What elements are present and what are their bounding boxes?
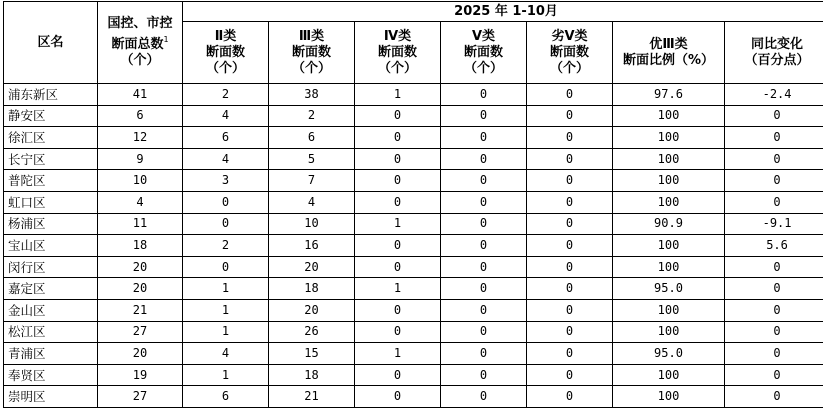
cell-below5: 0: [527, 105, 613, 127]
header-class4: [355, 22, 441, 84]
cell-class4: 1: [355, 278, 441, 300]
cell-class3: 18: [269, 364, 355, 386]
cell-ratio: 100: [613, 321, 725, 343]
cell-district: 浦东新区: [4, 84, 98, 106]
cell-district: 虹口区: [4, 191, 98, 213]
cell-district: 杨浦区: [4, 213, 98, 235]
cell-change: 0: [725, 191, 823, 213]
cell-class5: 0: [441, 386, 527, 408]
header-class2: [183, 22, 269, 84]
header-class2-line-2: 断面数: [205, 44, 245, 60]
cell-class3: 20: [269, 299, 355, 321]
cell-change: 0: [725, 343, 823, 365]
cell-class3: 38: [269, 84, 355, 106]
cell-below5: 0: [527, 84, 613, 106]
table-row: [4, 148, 823, 170]
cell-total: 41: [98, 84, 183, 106]
cell-ratio: 100: [613, 364, 725, 386]
cell-class5: 0: [441, 299, 527, 321]
cell-class2: 3: [183, 170, 269, 192]
cell-class4: 1: [355, 84, 441, 106]
cell-class2: 6: [183, 386, 269, 408]
cell-class5: 0: [441, 278, 527, 300]
cell-change: 0: [725, 299, 823, 321]
cell-below5: 0: [527, 343, 613, 365]
cell-class2: 1: [183, 278, 269, 300]
cell-district: 闵行区: [4, 256, 98, 278]
cell-class4: 1: [355, 343, 441, 365]
header-period: 2025 年 1-10月: [183, 2, 823, 22]
cell-change: 0: [725, 170, 823, 192]
cell-class5: 0: [441, 364, 527, 386]
cell-class2: 0: [183, 191, 269, 213]
cell-class5: 0: [441, 84, 527, 106]
header-class4-line-1: Ⅳ类: [383, 28, 412, 44]
cell-change: 0: [725, 256, 823, 278]
cell-below5: 0: [527, 235, 613, 257]
cell-change: -9.1: [725, 213, 823, 235]
cell-ratio: 95.0: [613, 343, 725, 365]
header-district: 区名: [4, 2, 98, 84]
cell-class5: 0: [441, 191, 527, 213]
cell-total: 20: [98, 256, 183, 278]
cell-total: 9: [98, 148, 183, 170]
cell-below5: 0: [527, 386, 613, 408]
cell-class4: 0: [355, 127, 441, 149]
cell-change: 0: [725, 127, 823, 149]
cell-total: 10: [98, 170, 183, 192]
header-class4-line-3: （个）: [377, 60, 417, 76]
cell-class2: 1: [183, 321, 269, 343]
header-below5-line-2: 断面数: [549, 44, 589, 60]
cell-district: 静安区: [4, 105, 98, 127]
header-class5-line-2: 断面数: [463, 44, 503, 60]
table-row: [4, 170, 823, 192]
cell-total: 27: [98, 321, 183, 343]
cell-class5: 0: [441, 343, 527, 365]
cell-district: 崇明区: [4, 386, 98, 408]
cell-total: 4: [98, 191, 183, 213]
cell-change: 0: [725, 364, 823, 386]
cell-class5: 0: [441, 321, 527, 343]
header-yoy-change-line-2: （百分点）: [744, 52, 810, 68]
cell-below5: 0: [527, 364, 613, 386]
cell-class4: 0: [355, 386, 441, 408]
cell-class5: 0: [441, 256, 527, 278]
cell-below5: 0: [527, 321, 613, 343]
cell-district: 普陀区: [4, 170, 98, 192]
cell-class3: 5: [269, 148, 355, 170]
cell-ratio: 100: [613, 127, 725, 149]
header-class5-line-3: （个）: [463, 60, 503, 76]
cell-class4: 0: [355, 256, 441, 278]
cell-class3: 20: [269, 256, 355, 278]
header-class2-line-1: Ⅱ类: [214, 28, 237, 44]
table-row: [4, 278, 823, 300]
cell-class3: 6: [269, 127, 355, 149]
cell-total: 6: [98, 105, 183, 127]
header-class5: [441, 22, 527, 84]
cell-class3: 18: [269, 278, 355, 300]
cell-below5: 0: [527, 256, 613, 278]
cell-ratio: 100: [613, 105, 725, 127]
header-total-line-3: （个）: [120, 53, 160, 68]
cell-class2: 6: [183, 127, 269, 149]
table-row: [4, 364, 823, 386]
cell-district: 奉贤区: [4, 364, 98, 386]
cell-class4: 0: [355, 321, 441, 343]
cell-ratio: 100: [613, 299, 725, 321]
cell-class4: 0: [355, 105, 441, 127]
header-below5: [527, 22, 613, 84]
header-good-ratio-line-2: 断面比例（%）: [622, 52, 715, 68]
cell-class4: 0: [355, 170, 441, 192]
cell-ratio: 100: [613, 256, 725, 278]
cell-district: 宝山区: [4, 235, 98, 257]
cell-class3: 15: [269, 343, 355, 365]
cell-class2: 2: [183, 84, 269, 106]
water-quality-table: [3, 1, 823, 408]
cell-class4: 0: [355, 235, 441, 257]
cell-ratio: 100: [613, 191, 725, 213]
cell-total: 27: [98, 386, 183, 408]
cell-ratio: 100: [613, 170, 725, 192]
header-total-line-2-text: 断面总数: [111, 37, 164, 52]
cell-class4: 0: [355, 299, 441, 321]
cell-class5: 0: [441, 213, 527, 235]
cell-class5: 0: [441, 105, 527, 127]
cell-class4: 0: [355, 191, 441, 213]
cell-ratio: 90.9: [613, 213, 725, 235]
table-row: [4, 256, 823, 278]
cell-change: -2.4: [725, 84, 823, 106]
table-row: [4, 386, 823, 408]
cell-change: 0: [725, 148, 823, 170]
cell-class5: 0: [441, 235, 527, 257]
footnote-marker: 1: [163, 35, 169, 44]
table-row: [4, 321, 823, 343]
cell-class2: 4: [183, 148, 269, 170]
cell-district: 青浦区: [4, 343, 98, 365]
cell-class3: 26: [269, 321, 355, 343]
header-class5-line-1: Ⅴ类: [471, 28, 496, 44]
table-row: [4, 299, 823, 321]
cell-district: 金山区: [4, 299, 98, 321]
cell-below5: 0: [527, 213, 613, 235]
cell-ratio: 97.6: [613, 84, 725, 106]
header-class3-line-1: Ⅲ类: [298, 28, 325, 44]
cell-class3: 2: [269, 105, 355, 127]
cell-class5: 0: [441, 127, 527, 149]
cell-total: 21: [98, 299, 183, 321]
cell-class2: 1: [183, 364, 269, 386]
cell-total: 12: [98, 127, 183, 149]
cell-ratio: 100: [613, 148, 725, 170]
header-good-ratio: [613, 22, 725, 84]
cell-district: 松江区: [4, 321, 98, 343]
cell-below5: 0: [527, 191, 613, 213]
cell-total: 11: [98, 213, 183, 235]
cell-district: 嘉定区: [4, 278, 98, 300]
header-class3-line-3: （个）: [291, 60, 331, 76]
cell-below5: 0: [527, 148, 613, 170]
cell-class2: 0: [183, 256, 269, 278]
header-below5-line-3: （个）: [549, 60, 589, 76]
cell-class3: 7: [269, 170, 355, 192]
cell-class4: 0: [355, 148, 441, 170]
header-class2-line-3: （个）: [205, 60, 245, 76]
cell-class2: 2: [183, 235, 269, 257]
cell-total: 20: [98, 343, 183, 365]
cell-change: 0: [725, 386, 823, 408]
table-row: [4, 213, 823, 235]
cell-class2: 1: [183, 299, 269, 321]
cell-class3: 21: [269, 386, 355, 408]
cell-class4: 0: [355, 364, 441, 386]
cell-class3: 4: [269, 191, 355, 213]
table-row: [4, 191, 823, 213]
cell-change: 0: [725, 278, 823, 300]
cell-change: 0: [725, 321, 823, 343]
cell-class2: 4: [183, 105, 269, 127]
cell-change: 0: [725, 105, 823, 127]
cell-below5: 0: [527, 299, 613, 321]
table-row: [4, 84, 823, 106]
header-class3-line-2: 断面数: [291, 44, 331, 60]
cell-total: 20: [98, 278, 183, 300]
table-row: [4, 127, 823, 149]
header-total: [98, 2, 183, 84]
cell-class3: 16: [269, 235, 355, 257]
cell-below5: 0: [527, 127, 613, 149]
header-good-ratio-line-1: 优Ⅲ类: [649, 36, 688, 52]
cell-change: 5.6: [725, 235, 823, 257]
header-yoy-change: [725, 22, 823, 84]
table-row: [4, 105, 823, 127]
cell-class2: 4: [183, 343, 269, 365]
cell-class4: 1: [355, 213, 441, 235]
cell-below5: 0: [527, 170, 613, 192]
header-yoy-change-line-1: 同比变化: [751, 36, 804, 52]
cell-class5: 0: [441, 170, 527, 192]
cell-total: 19: [98, 364, 183, 386]
header-total-line-1: 国控、市控: [107, 16, 173, 31]
cell-ratio: 100: [613, 235, 725, 257]
table-row: [4, 343, 823, 365]
cell-class5: 0: [441, 148, 527, 170]
cell-district: 徐汇区: [4, 127, 98, 149]
header-class3: [269, 22, 355, 84]
header-total-line-2: [98, 32, 182, 53]
cell-class3: 10: [269, 213, 355, 235]
cell-district: 长宁区: [4, 148, 98, 170]
header-class4-line-2: 断面数: [377, 44, 417, 60]
cell-class2: 0: [183, 213, 269, 235]
table-row: [4, 235, 823, 257]
header-below5-line-1: 劣Ⅴ类: [551, 28, 588, 44]
cell-ratio: 95.0: [613, 278, 725, 300]
cell-below5: 0: [527, 278, 613, 300]
cell-total: 18: [98, 235, 183, 257]
cell-ratio: 100: [613, 386, 725, 408]
